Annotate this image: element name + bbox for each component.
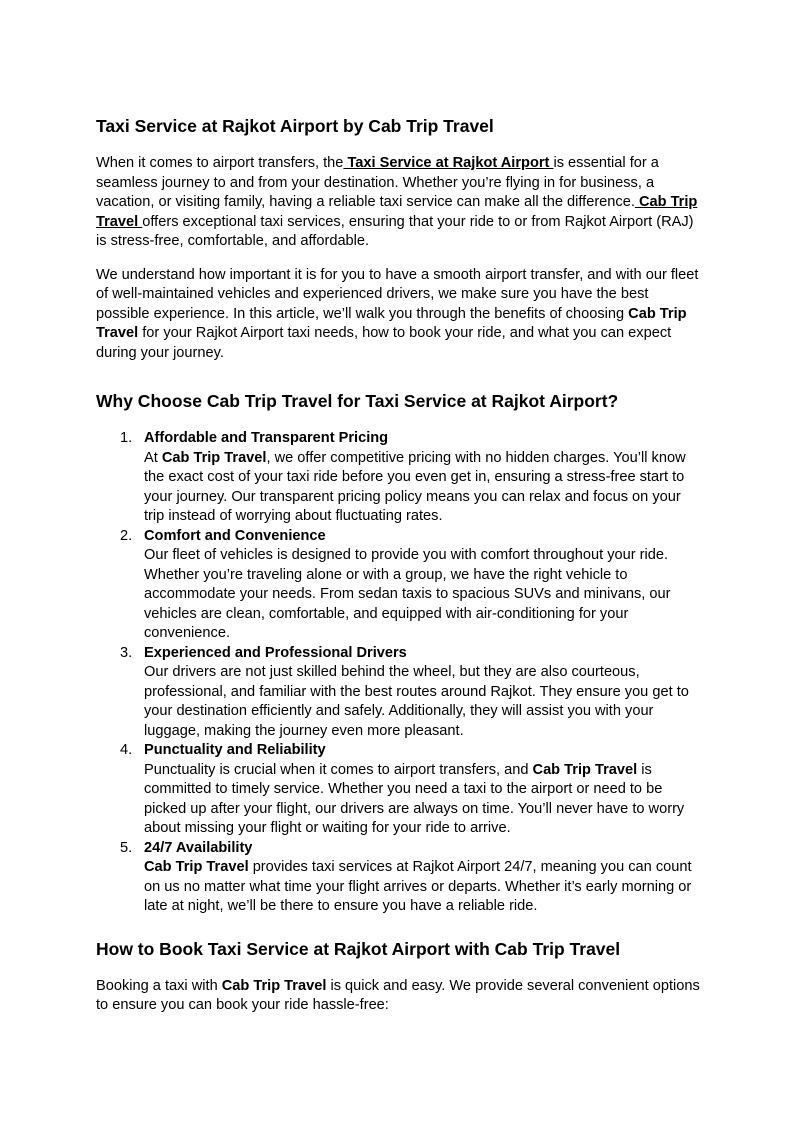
list-item-title: 24/7 Availability xyxy=(144,839,253,856)
list-item-bold: Cab Trip Travel xyxy=(161,449,267,466)
intro-text-c: offers exceptional taxi services, ensuring that your ride to or from Rajkot Airport (RAJ) is stress-free, comfortable, and affordable. xyxy=(96,213,694,249)
book-bold: Cab Trip Travel xyxy=(221,977,327,994)
page-title: Taxi Service at Rajkot Airport by Cab Trip Travel xyxy=(96,116,494,136)
benefits-list xyxy=(96,429,700,917)
list-number: 3. xyxy=(120,644,133,661)
taxi-service-link[interactable]: Taxi Service at Rajkot Airport xyxy=(343,155,554,171)
list-item-text-post: provides taxi services at Rajkot Airport 24/7, meaning you can count on us no matter what time your flight arrives or departs. Whether it’s early morning or late at night, we’ll be there to ensure you have a reliable ride. xyxy=(144,859,692,914)
list-item-title: Affordable and Transparent Pricing xyxy=(144,430,389,446)
list-item xyxy=(96,644,700,742)
list-item-text-post: , we offer competitive pricing with no hidden charges. You’ll know the exact cost of your taxi ride before you even get in, ensuring a stress-free start to your journey. Our transparent pricing policy means you can relax and focus on your trip instead of worrying about fluctuating rates. xyxy=(144,449,686,524)
list-item xyxy=(96,527,700,644)
list-item-title: Comfort and Convenience xyxy=(144,527,326,544)
list-item-text: Our fleet of vehicles is designed to provide you with comfort throughout your ride. Whether you’re traveling alone or with a group, we have the right vehicle to accommodate your needs. From sedan taxis to spacious SUVs and minivans, our vehicles are clean, comfortable, and equipped with air-conditioning for your convenience. xyxy=(144,547,671,641)
list-item-title: Punctuality and Reliability xyxy=(144,742,326,758)
cab-trip-travel-link[interactable]: Cab Trip Travel xyxy=(96,194,698,230)
intro-paragraph-2 xyxy=(96,266,700,364)
list-number: 1. xyxy=(120,430,133,446)
intro2-text-a: We understand how important it is for you to have a smooth airport transfer, and with our fleet of well-maintained vehicles and experienced drivers, we make sure you have the best possible experience. In this article, we’ll walk you through the benefits of choosing xyxy=(96,266,699,322)
list-item xyxy=(96,429,700,527)
book-text-post: is quick and easy. We provide several convenient options to ensure you can book your ride hassle-free: xyxy=(96,977,700,1013)
list-item-bold: Cab Trip Travel xyxy=(144,859,249,875)
document-body xyxy=(96,114,700,1030)
list-item-text-pre: Punctuality is crucial when it comes to airport transfers, and xyxy=(144,761,533,778)
list-item xyxy=(96,741,700,839)
list-number: 5. xyxy=(120,839,133,856)
list-item xyxy=(96,839,700,917)
list-item-text: Our drivers are not just skilled behind the wheel, but they are also courteous, professional, and familiar with the best routes around Rajkot. They ensure you get to your destination efficiently and safely. Additionally, they will assist you with your luggage, making the journey even more pleasant. xyxy=(144,664,689,739)
book-paragraph xyxy=(96,977,700,1016)
intro2-bold: Cab Trip Travel xyxy=(96,305,687,341)
list-number: 4. xyxy=(120,742,133,758)
list-item-text-pre: At xyxy=(144,449,162,466)
list-number: 2. xyxy=(120,527,133,544)
list-item-title: Experienced and Professional Drivers xyxy=(144,644,407,661)
list-item-text-post: is committed to timely service. Whether you need a taxi to the airport or need to be picked up after your flight, our drivers are always on time. You’ll never have to worry about missing your flight or waiting for your ride to arrive. xyxy=(144,761,685,836)
list-item-bold: Cab Trip Travel xyxy=(532,761,638,778)
intro-paragraph-1 xyxy=(96,154,700,252)
book-heading: How to Book Taxi Service at Rajkot Airport with Cab Trip Travel xyxy=(96,938,621,959)
book-text-pre: Booking a taxi with xyxy=(96,977,222,994)
intro-text-b: is essential for a seamless journey to and from your destination. Whether you’re flying in for business, a vacation, or visiting family, having a reliable taxi service can make all the difference. xyxy=(96,155,659,210)
intro2-text-b: for your Rajkot Airport taxi needs, how to book your ride, and what you can expect during your journey. xyxy=(96,325,672,361)
why-heading: Why Choose Cab Trip Travel for Taxi Service at Rajkot Airport? xyxy=(96,391,619,411)
intro-text-a: When it comes to airport transfers, the xyxy=(96,155,344,171)
